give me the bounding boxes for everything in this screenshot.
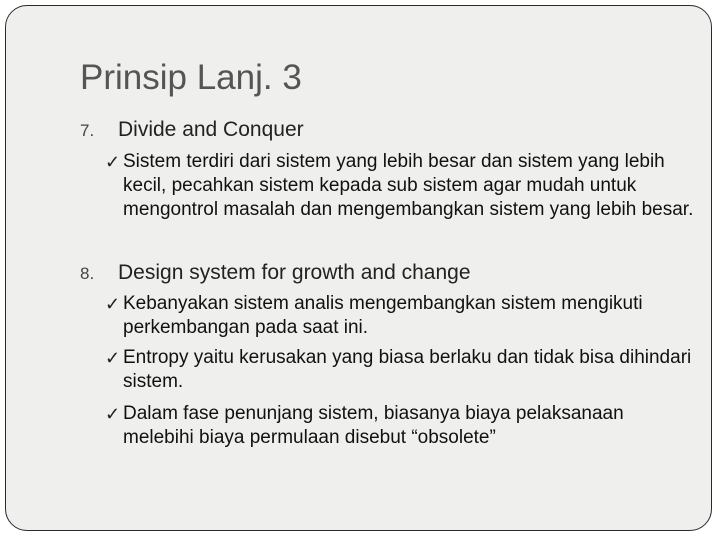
sub-bullet — [105, 402, 695, 450]
sub-bullet — [105, 150, 695, 222]
checkmark-icon: ✓ — [105, 152, 121, 172]
item-number: 7. — [80, 121, 95, 140]
checkmark-icon: ✓ — [105, 404, 121, 424]
checkmark-icon: ✓ — [105, 294, 121, 314]
item-number: 8. — [80, 264, 95, 283]
sub-bullet-text: Sistem terdiri dari sistem yang lebih besar dan sistem yang lebih kecil, pecahkan sistem kepada sub sistem agar mudah untuk mengontrol masalah dan mengembangkan sistem yang lebih besar. — [123, 151, 694, 220]
sub-bullet-text: Dalam fase penunjang sistem, biasanya biaya pelaksanaan melebihi biaya permulaan disebut “obsolete” — [123, 403, 624, 448]
checkmark-icon: ✓ — [105, 348, 121, 368]
slide-title: Prinsip Lanj. 3 — [80, 58, 302, 97]
sub-bullet-text: Kebanyakan sistem analis mengembangkan sistem mengikuti perkembangan pada saat ini. — [123, 293, 643, 338]
item-heading: Design system for growth and change — [118, 261, 471, 284]
sub-bullet — [105, 346, 695, 394]
item-heading: Divide and Conquer — [118, 118, 304, 141]
numbered-item-7 — [80, 118, 304, 142]
numbered-item-8 — [80, 261, 471, 285]
sub-bullet — [105, 292, 695, 340]
sub-bullet-text: Entropy yaitu kerusakan yang biasa berlaku dan tidak bisa dihindari sistem. — [123, 347, 692, 392]
